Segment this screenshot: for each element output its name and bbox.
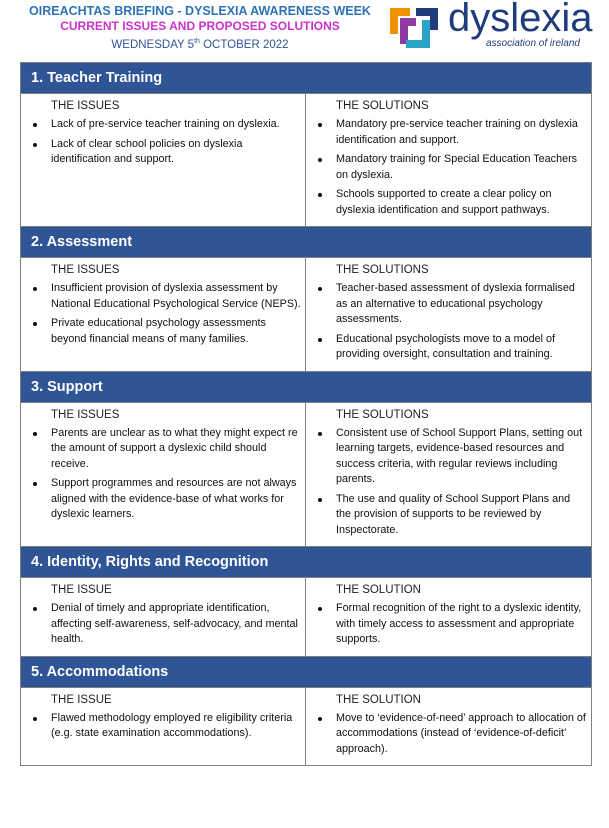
issues-list (25, 281, 301, 347)
list-item: Insufficient provision of dyslexia assessment by National Educational Psychological Service (NEPS). (25, 281, 301, 312)
section-1 (21, 63, 591, 227)
section-title: 1. Teacher Training (21, 63, 591, 94)
list-item: Parents are unclear as to what they might expect re the amount of support a dyslexic child should receive. (25, 426, 301, 473)
issues-column (21, 578, 306, 656)
issues-heading: THE ISSUES (51, 408, 120, 421)
briefing-subtitle: CURRENT ISSUES AND PROPOSED SOLUTIONS (60, 19, 340, 33)
list-item: Formal recognition of the right to a dyslexic identity, with timely access to assessment and appropriate supports. (310, 601, 587, 648)
briefing-title: OIREACHTAS BRIEFING - DYSLEXIA AWARENESS WEEK (29, 4, 371, 18)
list-item: The use and quality of School Support Plans and the provision of supports to be reviewed by Inspectorate. (310, 492, 587, 539)
section-body (21, 258, 591, 372)
solutions-list (310, 281, 587, 363)
solutions-column (306, 94, 591, 226)
date-suffix: th (194, 38, 200, 45)
issues-column (21, 403, 306, 547)
date-day: WEDNESDAY 5 (111, 38, 195, 51)
section-title: 3. Support (21, 372, 591, 403)
issues-heading: THE ISSUE (51, 584, 112, 596)
solutions-heading: THE SOLUTIONS (336, 408, 429, 421)
issues-heading: THE ISSUE (51, 693, 112, 706)
section-title: 5. Accommodations (21, 657, 591, 688)
logo-subtitle: association of ireland (486, 38, 580, 49)
section-body (21, 578, 591, 657)
solutions-column (306, 258, 591, 371)
list-item: Schools supported to create a clear policy on dyslexia identification and support pathways. (310, 187, 587, 218)
list-item: Mandatory pre-service teacher training on dyslexia identification and support. (310, 117, 587, 148)
solutions-column (306, 578, 591, 656)
logo-mark-icon (386, 4, 442, 54)
issues-list (25, 711, 301, 742)
issues-list (25, 117, 301, 168)
solutions-list (310, 117, 587, 218)
briefing-table (20, 62, 592, 766)
section-4 (21, 547, 591, 657)
section-3 (21, 372, 591, 548)
list-item: Educational psychologists move to a model of providing oversight, consultation and training. (310, 332, 587, 363)
issues-column (21, 258, 306, 371)
list-item: Lack of pre-service teacher training on dyslexia. (25, 117, 301, 133)
section-body (21, 688, 591, 766)
page-header (0, 0, 609, 62)
briefing-date (0, 34, 400, 53)
section-title: 4. Identity, Rights and Recognition (21, 547, 591, 578)
solutions-heading: THE SOLUTION (336, 584, 421, 596)
solutions-list (310, 601, 587, 648)
section-title: 2. Assessment (21, 227, 591, 258)
list-item: Flawed methodology employed re eligibility criteria (e.g. state examination accommodations). (25, 711, 301, 742)
section-body (21, 94, 591, 227)
logo-wordmark: dyslexia (448, 0, 593, 40)
solutions-list (310, 426, 587, 539)
solutions-heading: THE SOLUTIONS (336, 264, 429, 276)
issues-list (25, 601, 301, 648)
date-rest: OCTOBER 2022 (199, 38, 289, 51)
solutions-heading: THE SOLUTION (336, 693, 421, 706)
list-item: Denial of timely and appropriate identification, affecting self-awareness, self-advocacy, and mental health. (25, 601, 301, 648)
section-5 (21, 657, 591, 766)
list-item: Move to ‘evidence-of-need’ approach to allocation of accommodations (instead of ‘evidence-of-deficit’ approach). (310, 711, 587, 758)
list-item: Teacher-based assessment of dyslexia formalised as an alternative to educational psychology assessments. (310, 281, 587, 328)
solutions-list (310, 711, 587, 758)
solutions-heading: THE SOLUTIONS (336, 100, 429, 112)
list-item: Lack of clear school policies on dyslexia identification and support. (25, 137, 301, 168)
header-text (0, 4, 400, 53)
issues-heading: THE ISSUES (51, 100, 120, 112)
section-2 (21, 227, 591, 372)
issues-list (25, 426, 301, 523)
dyslexia-association-logo (384, 2, 604, 58)
issues-column (21, 94, 306, 226)
list-item: Private educational psychology assessments beyond financial means of many families. (25, 316, 301, 347)
list-item: Consistent use of School Support Plans, setting out learning targets, evidence-based resources and success criteria, with regular reviews including parents. (310, 426, 587, 488)
issues-heading: THE ISSUES (51, 264, 120, 276)
section-body (21, 403, 591, 548)
list-item: Mandatory training for Special Education Teachers on dyslexia. (310, 152, 587, 183)
list-item: Support programmes and resources are not always aligned with the evidence-base of what works for dyslexic learners. (25, 476, 301, 523)
issues-column (21, 688, 306, 766)
solutions-column (306, 403, 591, 547)
solutions-column (306, 688, 591, 766)
